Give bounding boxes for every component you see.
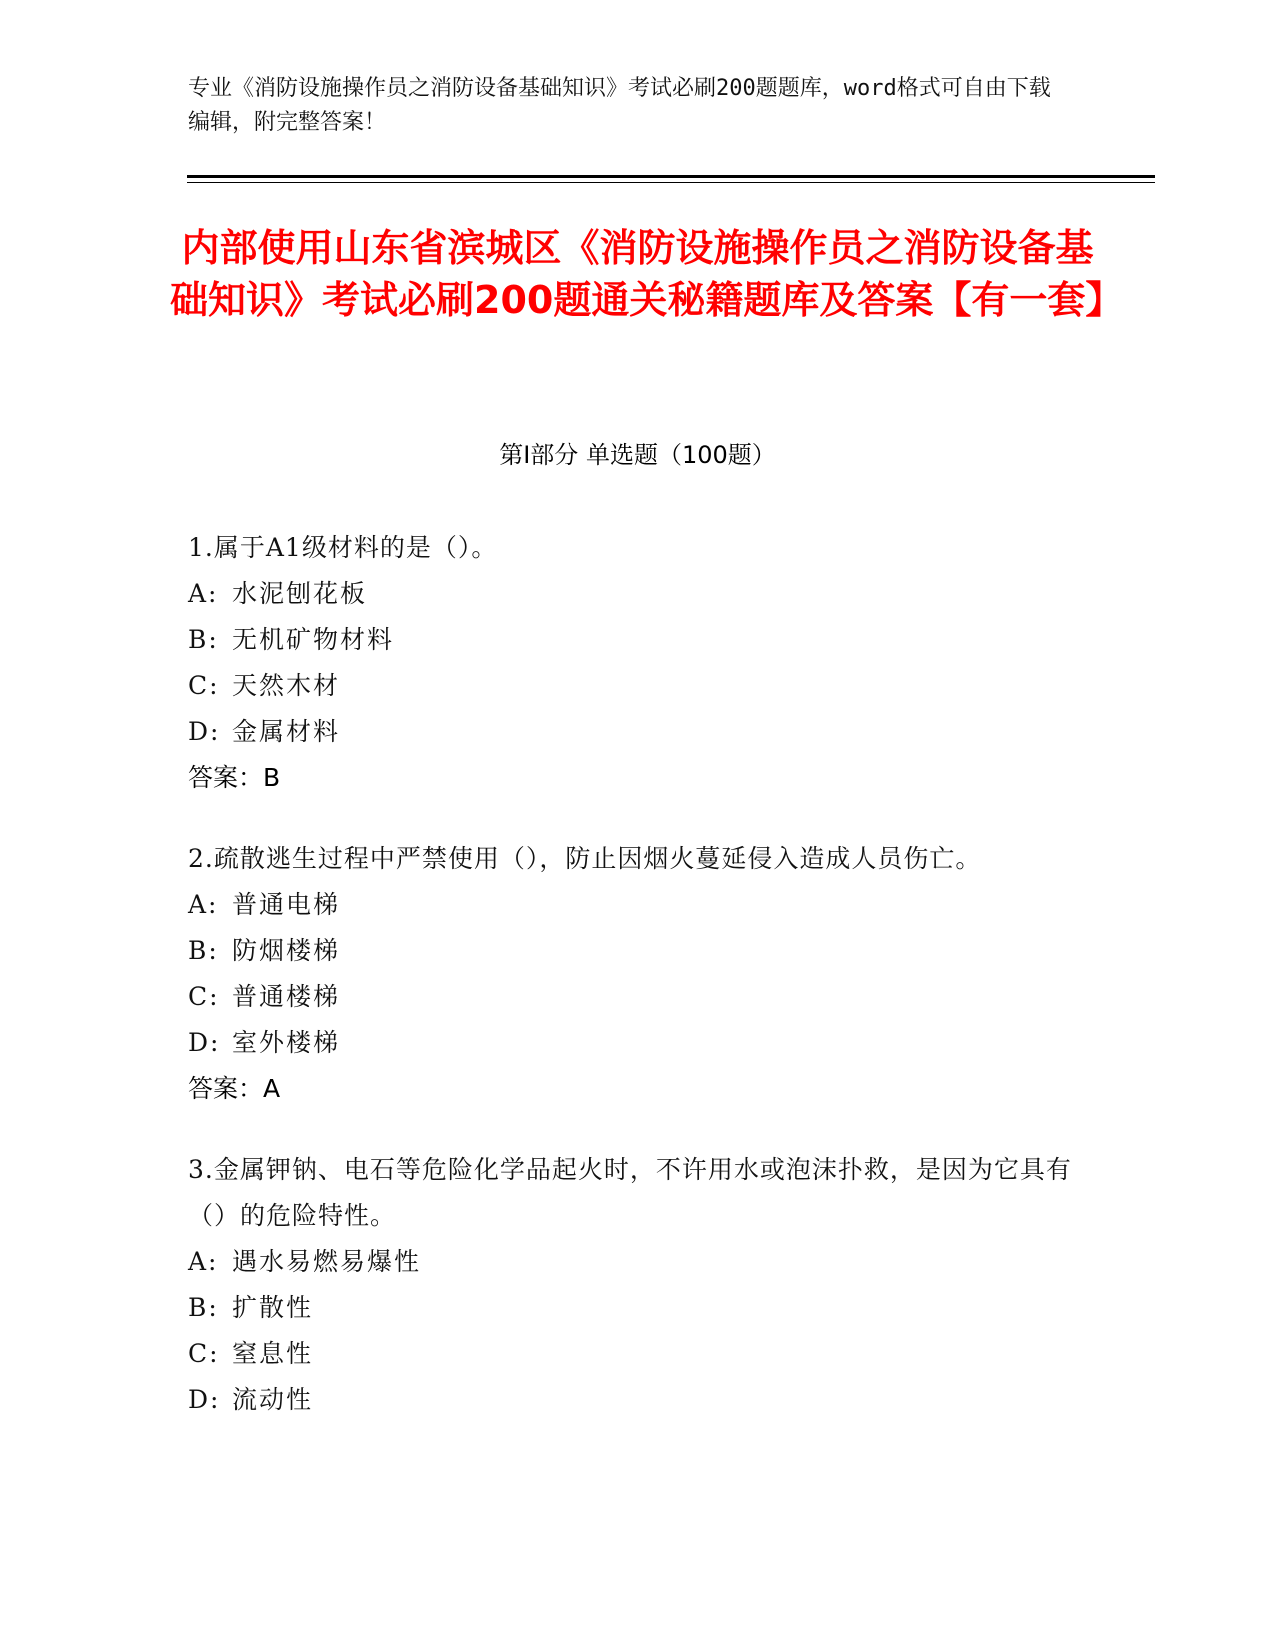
option-text: 扩散性 [232,1293,314,1322]
option-key: D: [188,1385,221,1414]
header-rule-thick [187,175,1155,178]
question-3 [188,1147,1088,1423]
option-key: A: [188,579,219,608]
question-2 [188,836,1088,1112]
option-key: B: [188,625,219,654]
option-a [188,571,1088,617]
option-key: A: [188,890,219,919]
option-text: 防烟楼梯 [232,936,341,965]
option-text: 金属材料 [232,717,341,746]
option-text: 无机矿物材料 [232,625,395,654]
option-key: B: [188,936,219,965]
option-a [188,882,1088,928]
option-text: 窒息性 [232,1339,314,1368]
option-text: 水泥刨花板 [232,579,368,608]
option-key: C: [188,982,220,1011]
question-1 [188,525,1088,801]
question-stem: 1.属于A1级材料的是（）。 [188,533,498,562]
question-stem: 3.金属钾钠、电石等危险化学品起火时，不许用水或泡沫扑救，是因为它具有（）的危险特性。 [188,1155,1072,1230]
answer-line: 答案：A [188,1074,281,1103]
option-d [188,1020,1088,1066]
option-text: 遇水易燃易爆性 [232,1247,422,1276]
question-stem: 2.疏散逃生过程中严禁使用（），防止因烟火蔓延侵入造成人员伤亡。 [188,844,982,873]
option-key: D: [188,717,221,746]
option-b [188,928,1088,974]
option-key: B: [188,1293,219,1322]
question-list [188,525,1088,1458]
option-text: 天然木材 [232,671,341,700]
option-b [188,617,1088,663]
option-b [188,1285,1088,1331]
option-text: 普通电梯 [232,890,341,919]
option-key: A: [188,1247,219,1276]
document-title: 内部使用山东省滨城区《消防设施操作员之消防设备基础知识》考试必刷200题通关秘籍题库及答案【有一套】 [170,226,1124,322]
header-note: 专业《消防设施操作员之消防设备基础知识》考试必刷200题题库，word格式可自由下载编辑，附完整答案！ [188,76,1051,135]
option-text: 室外楼梯 [232,1028,341,1057]
option-c [188,974,1088,1020]
option-d [188,709,1088,755]
option-key: C: [188,1339,220,1368]
option-text: 普通楼梯 [232,982,341,1011]
section-heading: 第I部分 单选题（100题） [499,441,776,469]
header-rule-thin [187,182,1155,183]
option-c [188,663,1088,709]
answer-line: 答案：B [188,763,281,792]
option-key: C: [188,671,220,700]
option-d [188,1377,1088,1423]
option-c [188,1331,1088,1377]
option-key: D: [188,1028,221,1057]
option-a [188,1239,1088,1285]
option-text: 流动性 [232,1385,314,1414]
